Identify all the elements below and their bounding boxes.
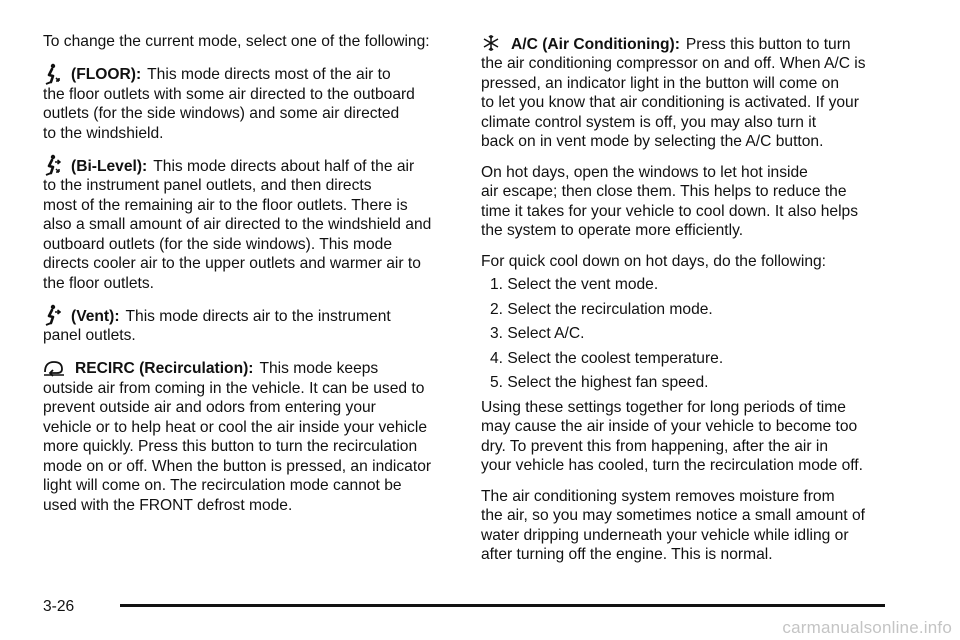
floor-mode-section xyxy=(43,63,458,144)
floor-mode-text: This mode directs most of the air to xyxy=(147,66,391,83)
ac-line-2: pressed, an indicator light in the button will come on xyxy=(481,74,839,92)
watermark: carmanualsonline.info xyxy=(782,618,952,637)
vent-line-1: panel outlets. xyxy=(43,327,136,344)
ac-text: Press this button to turn xyxy=(685,35,851,53)
recirc-line-1: outside air from coming in the vehicle. It can be used to xyxy=(43,379,425,397)
floor-line-2: outlets (for the side windows) and some air directed xyxy=(43,105,400,122)
list-item: 2. Select the recirculation mode. xyxy=(490,300,713,318)
list-item: 5. Select the highest fan speed. xyxy=(490,374,709,391)
vent-mode-icon xyxy=(43,304,61,326)
snowflake-icon xyxy=(481,32,501,54)
vent-mode-text: This mode directs air to the instrument xyxy=(125,307,391,325)
right-column xyxy=(481,32,911,576)
floor-mode-icon xyxy=(43,63,61,85)
quick-cool-steps xyxy=(481,275,911,393)
list-item: 1. Select the vent mode. xyxy=(490,276,659,293)
left-column xyxy=(43,32,458,526)
vent-mode-section xyxy=(43,304,458,346)
bilevel-line-1: to the instrument panel outlets, and then directs xyxy=(43,177,372,194)
recirc-section xyxy=(43,357,458,516)
bilevel-line-4: outboard outlets (for the side windows). This mode xyxy=(43,235,393,253)
intro-text: To change the current mode, select one of the following: xyxy=(43,33,430,50)
recirc-line-7: used with the FRONT defrost mode. xyxy=(43,496,293,514)
recirc-line-6: light will come on. The recirculation mode cannot be xyxy=(43,477,402,494)
bilevel-mode-section xyxy=(43,154,458,293)
bilevel-mode-term: (Bi-Level): xyxy=(71,157,148,175)
bilevel-mode-text: This mode directs about half of the air xyxy=(153,157,415,175)
moisture-paragraph: The air conditioning system removes moisture from the air, so you may sometimes notice a small amount of water dripping underneath your vehicle while idling or after turning off the engine. This is normal. xyxy=(481,487,865,563)
recirc-text: This mode keeps xyxy=(259,360,379,377)
bilevel-mode-icon xyxy=(43,154,61,176)
footer-divider xyxy=(120,604,885,607)
recirc-line-4: more quickly. Press this button to turn the recirculation xyxy=(43,438,418,455)
bilevel-line-3: also a small amount of air directed to the windshield and xyxy=(43,216,432,233)
ac-line-3: to let you know that air conditioning is activated. If your xyxy=(481,94,859,111)
recirc-line-5: mode on or off. When the button is pressed, an indicator xyxy=(43,457,432,475)
ac-line-5: back on in vent mode by selecting the A/C button. xyxy=(481,133,824,150)
quick-cool-intro: For quick cool down on hot days, do the following: xyxy=(481,252,826,270)
bilevel-line-5: directs cooler air to the upper outlets and warmer air to xyxy=(43,255,421,272)
page-number: 3-26 xyxy=(43,598,75,615)
bilevel-line-2: most of the remaining air to the floor outlets. There is xyxy=(43,196,408,214)
floor-mode-term: (FLOOR): xyxy=(71,66,142,83)
recirc-term: RECIRC (Recirculation): xyxy=(75,360,254,377)
long-use-paragraph: Using these settings together for long periods of time may cause the air inside of your vehicle to become too dry. To prevent this from happening, after the air in your vehicle has cooled, turn the recirculation mode off. xyxy=(481,398,863,474)
floor-line-3: to the windshield. xyxy=(43,124,164,142)
ac-line-1: the air conditioning compressor on and off. When A/C is xyxy=(481,55,866,72)
ac-section xyxy=(481,32,911,152)
recirc-line-3: vehicle or to help heat or cool the air inside your vehicle xyxy=(43,418,427,436)
floor-line-1: the floor outlets with some air directed to the outboard xyxy=(43,85,415,103)
list-item: 4. Select the coolest temperature. xyxy=(490,349,724,367)
bilevel-line-6: the floor outlets. xyxy=(43,274,154,292)
ac-line-4: climate control system is off, you may also turn it xyxy=(481,113,817,131)
vent-mode-term: (Vent): xyxy=(71,307,120,325)
list-item: 3. Select A/C. xyxy=(490,325,585,342)
hot-days-paragraph: On hot days, open the windows to let hot inside air escape; then close them. This helps to reduce the time it takes for your vehicle to cool down. It also helps the system to operate more efficiently. xyxy=(481,163,859,239)
recirculation-icon xyxy=(43,357,65,379)
ac-term: A/C (Air Conditioning): xyxy=(511,35,680,53)
recirc-line-2: prevent outside air and odors from entering your xyxy=(43,399,376,416)
